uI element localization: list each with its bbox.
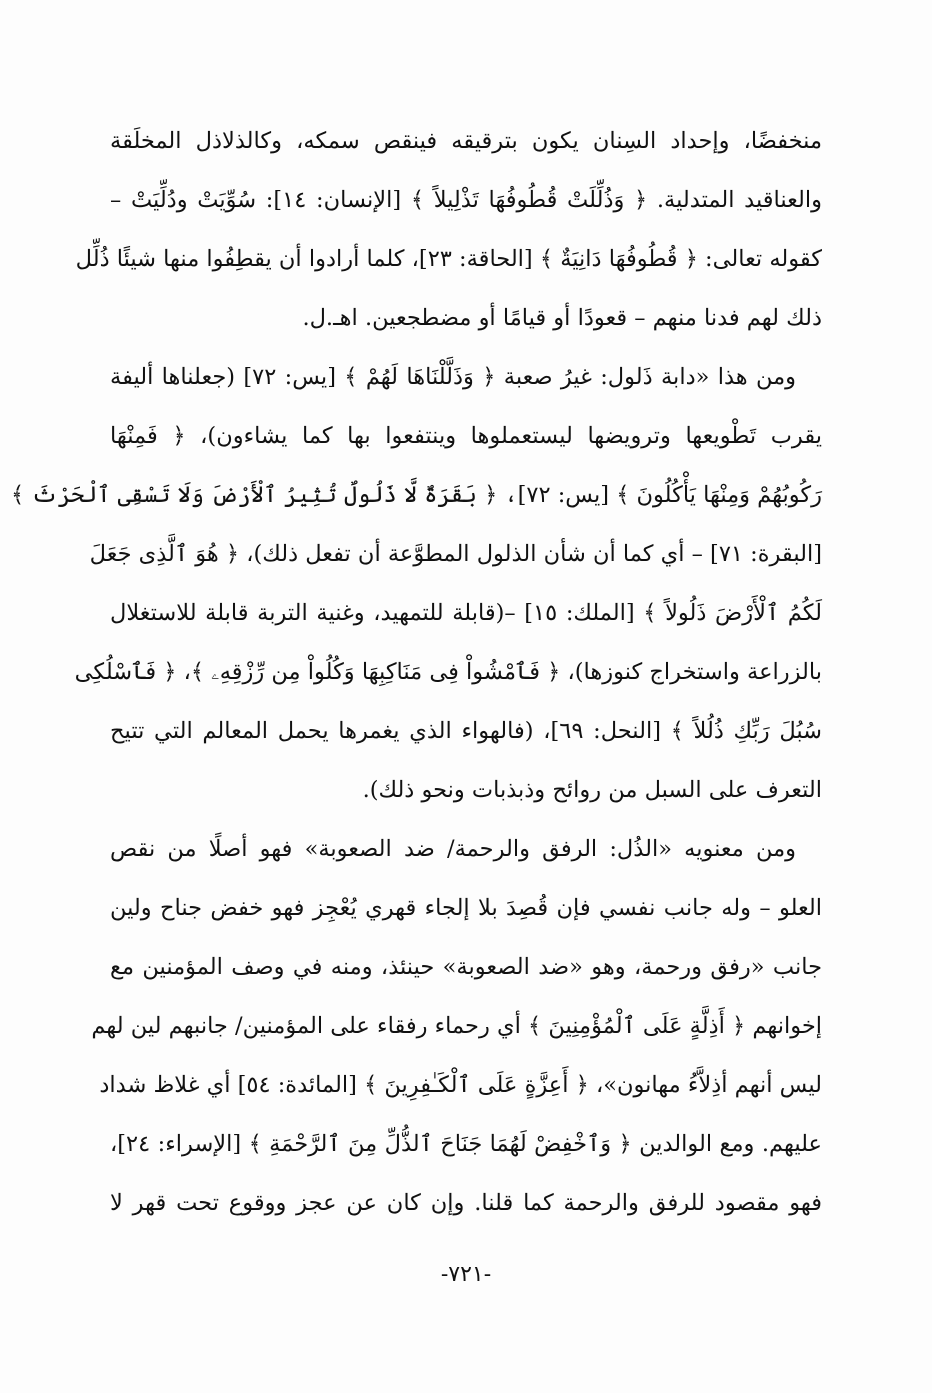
text-line: كقوله تعالى: ﴿ قُطُوفُهَا دَانِيَةٌ ﴾ [الحاقة: ٢٣]، كلما أرادوا أن يقطِفُوا منها شيئًا ذُلِّل xyxy=(75,246,822,272)
text-line: والعناقيد المتدلية. ﴿ وَذُلِّلَتْ قُطُوفُهَا تَذْلِيلاً ﴾ [الإنسان: ١٤]: سُوِّيَتْ ودُلِّيَتْ – xyxy=(110,187,822,213)
text-line: إخوانهم ﴿ أَذِلَّةٍ عَلَى ٱلْمُؤْمِنِينَ ﴾ أي رحماء رفقاء على المؤمنين/ جانبهم لين لهم xyxy=(91,1013,822,1039)
text-line: ومن هذا «دابة ذَلول: غيرُ صعبة ﴿ وَذَلَّلْنَاهَا لَهُمْ ﴾ [يس: ٧٢] (جعلناها أليفة xyxy=(110,364,796,390)
text-line: التعرف على السبل من روائح وذبذبات ونحو ذلك). xyxy=(362,777,822,803)
text-line: جانب «رفق ورحمة، وهو «ضد الصعوبة» حينئذ، ومنه في وصف المؤمنين مع xyxy=(110,954,822,980)
text-line: [البقرة: ٧١] – أي كما أن شأن الذلول المطوَّعة أن تفعل ذلك)، ﴿ هُوَ ٱلَّذِى جَعَلَ xyxy=(89,541,822,567)
text-line: سُبُلَ رَبِّكِ ذُلُلاً ﴾ [النحل: ٦٩]، (فالهواء الذي يغمرها يحمل المعالم التي تتيح xyxy=(110,718,823,744)
text-line: العلو – وله جانب نفسي فإن قُصِدَ بلا إلجاء قهري يُعْجِز فهو خفض جناح ولين xyxy=(110,895,822,921)
text-line: بالزراعة واستخراج كنوزها)، ﴿ فَٱمْشُواْ فِى مَنَاكِبِهَا وَكُلُواْ مِن رِّزْقِهِۦ ﴾، ﴿ فَٱسْلُكِى xyxy=(74,659,822,685)
page-number: -٧٢١- xyxy=(440,1262,492,1287)
text-line: عليهم. ومع الوالدين ﴿ وَٱخْفِضْ لَهُمَا جَنَاحَ ٱلذُّلِّ مِنَ ٱلرَّحْمَةِ ﴾ [الإسراء: ٢٤]، xyxy=(110,1131,822,1157)
text-line: يقرب تَطْويعها وترويضها ليستعملوها وينتفعوا بها كما يشاءون)، ﴿ فَمِنْهَا xyxy=(110,423,822,449)
text-line: رَكُوبُهُمْ وَمِنْهَا يَأْكُلُونَ ﴾ [يس: ٧٢]، ﴿ بَقَرَةٌ لَّا ذَلُولٌ تُثِيرُ ٱلْأَرْضَ وَلَا تَسْقِى ٱلْحَرْثَ ﴾ xyxy=(11,482,822,508)
text-line: فهو مقصود للرفق والرحمة كما قلنا. وإن كان عن عجز ووقوع تحت قهر لا xyxy=(110,1190,822,1216)
text-line: ومن معنويه «الذُل: الرفق والرحمة/ ضد الصعوبة» فهو أصلًا من نقص xyxy=(110,836,796,862)
text-line: ذلك لهم فدنا منهم – قعودًا أو قيامًا أو مضطجعين. اهـ.ل. xyxy=(302,305,822,331)
text-line: ليس أنهم أذِلاَّءُ مهانون»، ﴿ أَعِزَّةٍ عَلَى ٱلْكَـٰفِرِينَ ﴾ [المائدة: ٥٤] أي غلاظ شداد xyxy=(99,1072,822,1098)
body-text xyxy=(11,112,823,1233)
text-line: لَكُمُ ٱلْأَرْضَ ذَلُولاً ﴾ [الملك: ١٥] –(قابلة للتمهيد، وغنية التربة قابلة للاستغلال xyxy=(110,600,822,626)
text-line: منخفضًا، وإحداد السِنان يكون بترقيقه فينقص سمكه، وكالذلاذل المخلَقة xyxy=(110,128,822,154)
